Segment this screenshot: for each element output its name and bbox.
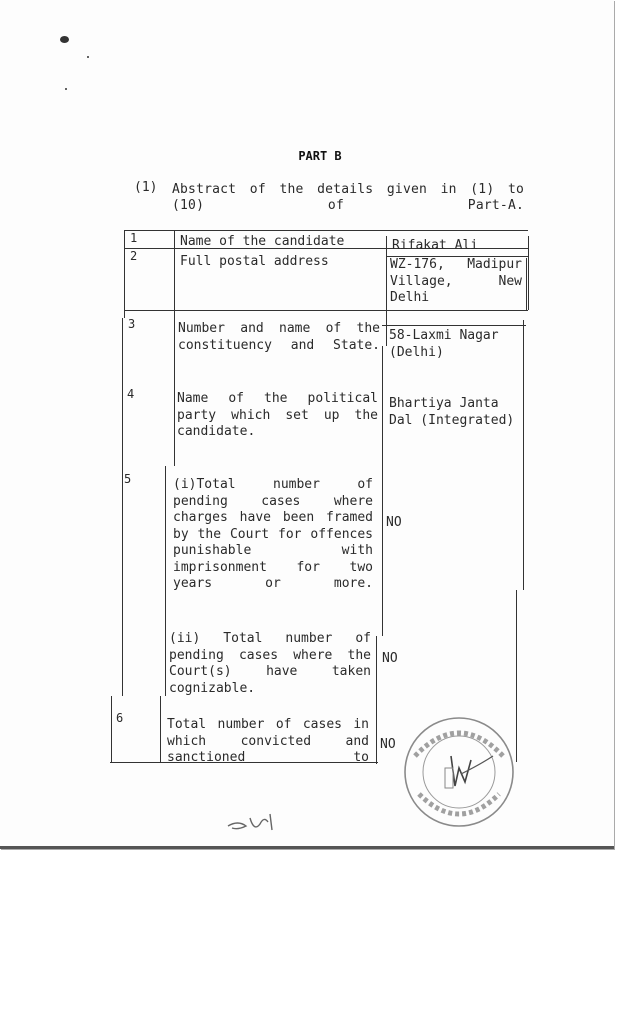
table-column-rule bbox=[165, 466, 166, 696]
table-border-left bbox=[111, 696, 112, 762]
abstract-number: (1) bbox=[134, 180, 158, 195]
table-border-right bbox=[528, 236, 529, 310]
page-title: PART B bbox=[298, 149, 342, 163]
row-label: Total number of cases in which convicted and sanctioned to bbox=[167, 717, 369, 765]
row-value: NO bbox=[380, 737, 396, 752]
row-value: NO bbox=[386, 515, 402, 530]
row-label: Name of the political party which set up the candidate. bbox=[177, 391, 378, 439]
row-value: NO bbox=[382, 651, 398, 666]
row-number: 1 bbox=[130, 231, 138, 245]
row-value: Rifakat Ali bbox=[392, 238, 479, 253]
row-number: 4 bbox=[127, 387, 135, 401]
table-border-top bbox=[124, 230, 528, 231]
row-number: 2 bbox=[130, 249, 138, 263]
row-number: 5 bbox=[124, 472, 132, 486]
table-column-rule bbox=[382, 346, 383, 636]
notary-seal-stamp bbox=[401, 716, 517, 828]
abstract-text: Abstract of the details given in (1) to (10) of Part-A. bbox=[172, 182, 524, 213]
paper-speck bbox=[87, 56, 89, 58]
row-label: (ii) Total number of pending cases where the Court(s) have taken cognizable. bbox=[169, 631, 371, 696]
paper-speck bbox=[60, 36, 69, 43]
table-border-left bbox=[122, 318, 123, 696]
row-label: (i)Total number of pending cases where charges have been framed by the Court for offences punishable with imprisonment for two years or more. bbox=[173, 477, 373, 591]
row-number: 6 bbox=[116, 711, 124, 725]
row-label: Full postal address bbox=[180, 254, 329, 269]
table-border-right bbox=[526, 258, 527, 310]
table-column-rule bbox=[376, 636, 377, 764]
row-label: Number and name of the constituency and State. bbox=[178, 321, 380, 353]
row-value: 58-Laxmi Nagar (Delhi) bbox=[389, 328, 499, 360]
row-value: WZ-176, Madipur Village, New Delhi bbox=[390, 257, 522, 305]
row-label: Name of the candidate bbox=[180, 234, 345, 249]
table-column-rule bbox=[160, 696, 161, 762]
table-column-rule bbox=[386, 236, 387, 346]
row-number: 3 bbox=[128, 317, 136, 331]
handwritten-initials bbox=[224, 808, 284, 836]
table-border-left bbox=[124, 230, 125, 318]
table-rule bbox=[124, 310, 528, 311]
table-rule bbox=[382, 325, 526, 326]
table-border-right bbox=[523, 320, 524, 590]
paper-speck bbox=[65, 88, 67, 90]
table-column-rule bbox=[174, 230, 175, 466]
row-value: Bhartiya Janta Dal (Integrated) bbox=[389, 396, 515, 428]
